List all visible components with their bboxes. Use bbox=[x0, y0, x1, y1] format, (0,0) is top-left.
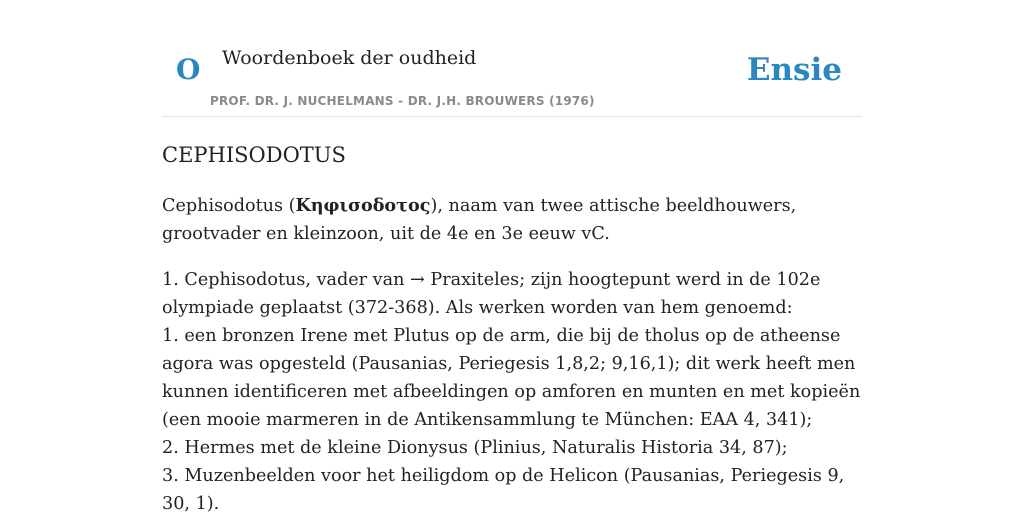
paragraph-1-end: ; zijn hoogtepunt werd in de 102e olympiade geplaatst (372-368). Als werken worden van hem genoemd: bbox=[162, 270, 821, 318]
paragraph-1-start: 1. Cephisodotus, vader van bbox=[162, 270, 411, 290]
book-authors: PROF. DR. J. NUCHELMANS - DR. J.H. BROUWERS (1976) bbox=[210, 94, 595, 108]
book-letter-logo: O bbox=[176, 53, 201, 86]
entry-title: CEPHISODOTUS bbox=[162, 143, 346, 167]
paragraph-1 bbox=[162, 266, 874, 322]
work-item-3: 3. Muzenbeelden voor het heiligdom op de Helicon (Pausanias, Periegesis 9, 30, 1). bbox=[162, 466, 845, 512]
work-item-1: 1. een bronzen Irene met Plutus op de arm, die bij de tholus op de atheense agora was opgesteld (Pausanias, Periegesis 1,8,2; 9,16,1); dit werk heeft men kunnen identificeren met afbeeldingen op amforen en munten en met kopieën (een mooie marmeren in de Antikensammlung te München: EAA 4, 341); bbox=[162, 326, 861, 430]
ensie-logo-link[interactable]: Ensie bbox=[746, 52, 842, 88]
praxiteles-link[interactable]: → Praxiteles bbox=[410, 270, 520, 290]
intro-text-end: ), naam van twee attische beeldhouwers, grootvader en kleinzoon, uit de 4e en 3e eeuw vC. bbox=[162, 196, 797, 244]
entry-intro bbox=[162, 192, 874, 248]
intro-text-start: Cephisodotus ( bbox=[162, 196, 296, 216]
entry-content bbox=[162, 192, 874, 512]
work-item-2: 2. Hermes met de kleine Dionysus (Plinius, Naturalis Historia 34, 87); bbox=[162, 438, 788, 458]
book-title[interactable]: Woordenboek der oudheid bbox=[222, 47, 477, 69]
greek-name: Κηφισοδοτος bbox=[295, 195, 431, 216]
header bbox=[162, 0, 862, 117]
